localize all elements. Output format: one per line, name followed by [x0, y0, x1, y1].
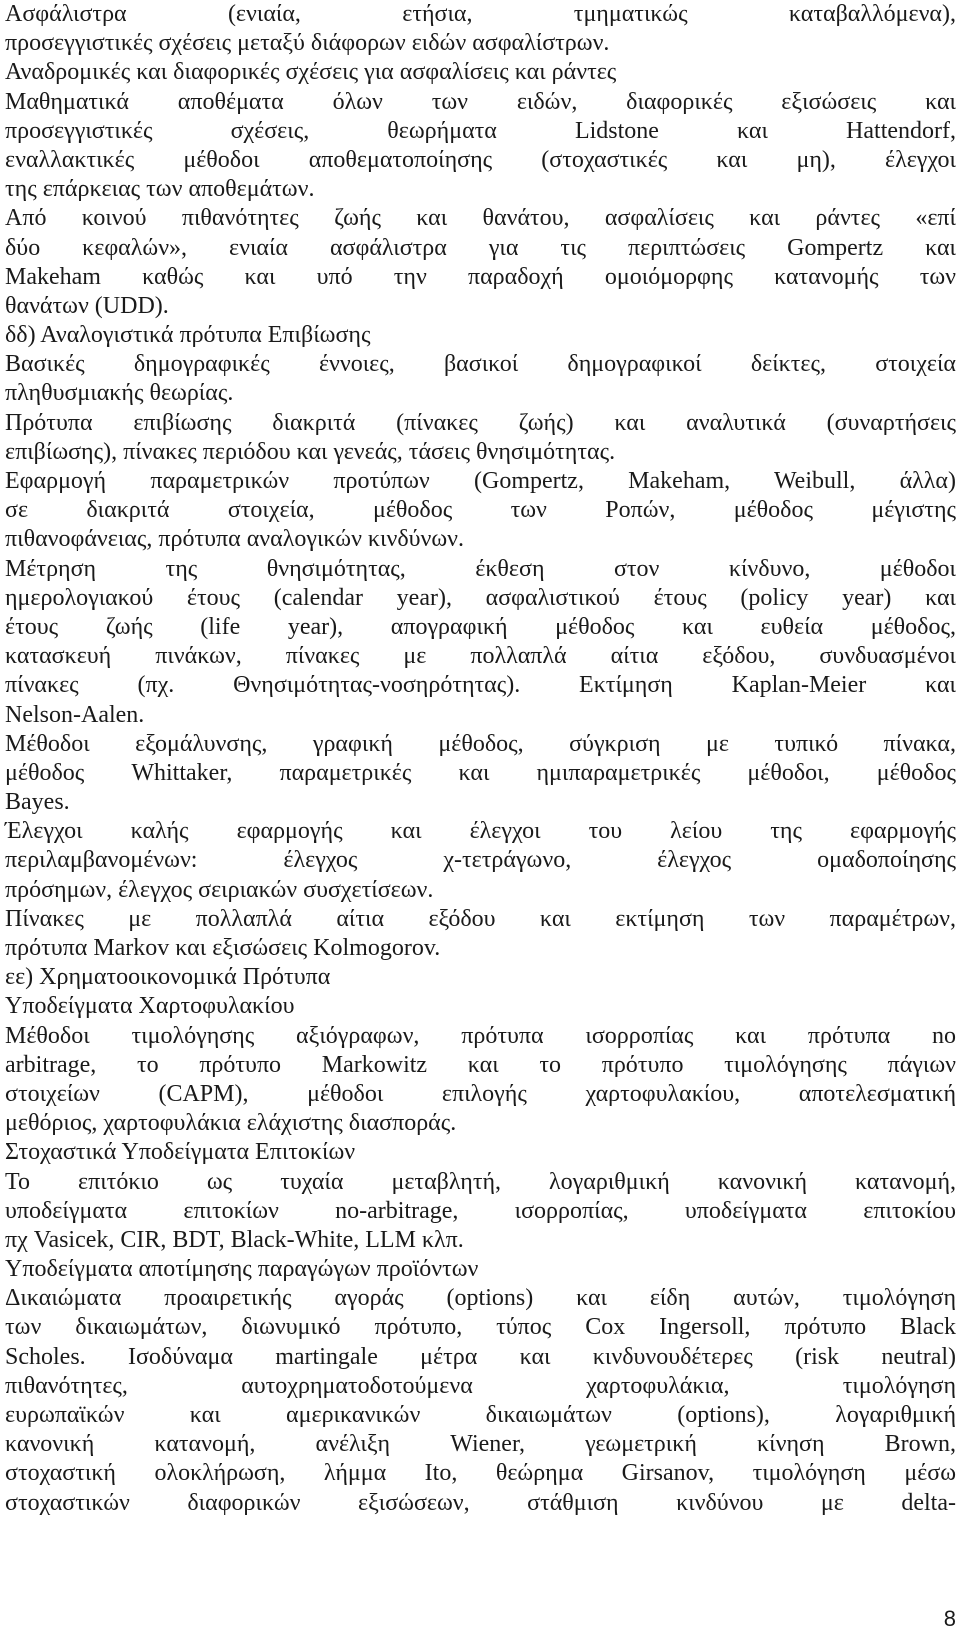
text-line: Υποδείγματα Χαρτοφυλακίου	[5, 993, 295, 1020]
text-line: προσεγγιστικές σχέσεις, θεωρήματα Lidstone και Hattendorf,	[5, 117, 956, 144]
text-line: στοιχείων (CAPM), μέθοδοι επιλογής χαρτοφυλακίου, αποτελεσματική	[5, 1080, 956, 1107]
text-line: υποδείγματα επιτοκίων no-arbitrage, ισορροπίας, υποδείγματα επιτοκίου	[5, 1197, 956, 1224]
text-line: στοχαστική ολοκλήρωση, λήμμα Ito, θεώρημα Girsanov, τιμολόγηση μέσω	[5, 1460, 956, 1487]
text-line: Scholes. Ισοδύναμα martingale μέτρα και κινδυνουδέτερες (risk neutral)	[5, 1343, 956, 1370]
text-line: σε διακριτά στοιχεία, μέθοδος των Ροπών, μέθοδος μέγιστης	[5, 497, 956, 524]
text-line: Μαθηματικά αποθέματα όλων των ειδών, διαφορικές εξισώσεις και	[5, 88, 956, 115]
text-line: Στοχαστικά Υποδείγματα Επιτοκίων	[5, 1139, 356, 1166]
text-line: έτους ζωής (life year), απογραφική μέθοδος και ευθεία μέθοδος,	[5, 613, 956, 640]
text-line: Εφαρμογή παραμετρικών προτύπων (Gompertz, Makeham, Weibull, άλλα)	[5, 468, 956, 494]
text-line: Μέθοδοι τιμολόγησης αξιόγραφων, πρότυπα ισορροπίας και πρότυπα no	[5, 1022, 956, 1049]
text-line: εε) Χρηματοοικονομικά Πρότυπα	[5, 964, 331, 991]
text-line: ημερολογιακού έτους (calendar year), ασφαλιστικού έτους (policy year) και	[5, 584, 956, 611]
text-line: πληθυσμιακής θεωρίας.	[5, 380, 234, 407]
text-line: Πίνακες με πολλαπλά αίτια εξόδου και εκτίμηση των παραμέτρων,	[5, 905, 956, 932]
text-line: κανονική κατανομή, ανέλιξη Wiener, γεωμετρική κίνηση Brown,	[5, 1431, 956, 1458]
text-line: Μέτρηση της θνησιμότητας, έκθεση στον κίνδυνο, μέθοδοι	[5, 555, 956, 582]
text-line: πρότυπα Markov και εξισώσεις Kolmogorov.	[5, 935, 441, 961]
text-line: προσεγγιστικές σχέσεις μεταξύ διάφορων ειδών ασφαλίστρων.	[5, 30, 610, 57]
text-line: περιλαμβανομένων: έλεγχος χ-τετράγωνο, έλεγχος ομαδοποίησης	[5, 847, 956, 874]
text-line: Το επιτόκιο ως τυχαία μεταβλητή, λογαριθμική κανονική κατανομή,	[5, 1168, 956, 1195]
text-line: εναλλακτικές μέθοδοι αποθεματοποίησης (στοχαστικές και μη), έλεγχοι	[5, 146, 956, 173]
text-line: πχ Vasicek, CIR, BDT, Black-White, LLM κλπ.	[5, 1226, 464, 1253]
text-line: Nelson-Aalen.	[5, 701, 145, 728]
text-line: Υποδείγματα αποτίμησης παραγώγων προϊόντων	[5, 1256, 479, 1283]
text-line: πιθανότητες, αυτοχρηματοδοτούμενα χαρτοφυλάκια, τιμολόγηση	[5, 1372, 956, 1399]
text-line: Μέθοδοι εξομάλυνσης, γραφική μέθοδος, σύγκριση με τυπικό πίνακα,	[5, 730, 956, 757]
text-line: Έλεγχοι καλής εφαρμογής και έλεγχοι του λείου της εφαρμογής	[5, 818, 956, 845]
text-line: στοχαστικών διαφορικών εξισώσεων, στάθμιση κινδύνου με delta-	[5, 1489, 956, 1516]
text-line: Από κοινού πιθανότητες ζωής και θανάτου, ασφαλίσεις και ράντες «επί	[5, 205, 956, 232]
text-line: πίνακες (πχ. Θνησιμότητας-νοσηρότητας). Εκτίμηση Kaplan-Meier και	[5, 672, 956, 699]
text-line: δύο κεφαλών», ενιαία ασφάλιστρα για τις περιπτώσεις Gompertz και	[5, 234, 956, 261]
text-line: επιβίωσης), πίνακες περιόδου και γενεάς, τάσεις θνησιμότητας.	[5, 438, 616, 465]
text-line: Πρότυπα επιβίωσης διακριτά (πίνακες ζωής) και αναλυτικά (συναρτήσεις	[5, 409, 956, 436]
text-line: της επάρκειας των αποθεμάτων.	[5, 176, 315, 203]
text-line: των δικαιωμάτων, διωνυμικό πρότυπο, τύπος Cox Ingersoll, πρότυπο Black	[5, 1314, 956, 1341]
text-line: Bayes.	[5, 789, 70, 816]
document-page	[5, 0, 956, 1518]
text-line: arbitrage, το πρότυπο Markowitz και το πρότυπο τιμολόγησης πάγιων	[5, 1051, 956, 1078]
text-line: πρόσημων, έλεγχος σειριακών συσχετίσεων.	[5, 876, 434, 903]
text-line: Makeham καθώς και υπό την παραδοχή ομοιόμορφης κατανομής των	[5, 263, 956, 290]
text-line: πιθανοφάνειας, πρότυπα αναλογικών κινδύνων.	[5, 526, 465, 553]
text-line: κατασκευή πινάκων, πίνακες με πολλαπλά αίτια εξόδου, συνδυασμένοι	[5, 643, 956, 670]
text-line: ευρωπαϊκών και αμερικανικών δικαιωμάτων (options), λογαριθμική	[5, 1402, 956, 1428]
text-line: Δικαιώματα προαιρετικής αγοράς (options) και είδη αυτών, τιμολόγηση	[5, 1285, 956, 1312]
page-number: 8	[943, 1606, 956, 1631]
text-line: μεθόριος, χαρτοφυλάκια ελάχιστης διασποράς.	[5, 1110, 457, 1137]
text-line: θανάτων (UDD).	[5, 292, 169, 319]
text-line: Αναδρομικές και διαφορικές σχέσεις για ασφαλίσεις και ράντες	[5, 59, 617, 86]
text-line: Ασφάλιστρα (ενιαία, ετήσια, τμηματικώς καταβαλλόμενα),	[5, 1, 956, 27]
text-line: δδ) Αναλογιστικά πρότυπα Επιβίωσης	[5, 322, 371, 349]
text-line: Βασικές δημογραφικές έννοιες, βασικοί δημογραφικοί δείκτες, στοιχεία	[5, 351, 956, 378]
text-line: μέθοδος Whittaker, παραμετρικές και ημιπαραμετρικές μέθοδοι, μέθοδος	[5, 759, 956, 786]
